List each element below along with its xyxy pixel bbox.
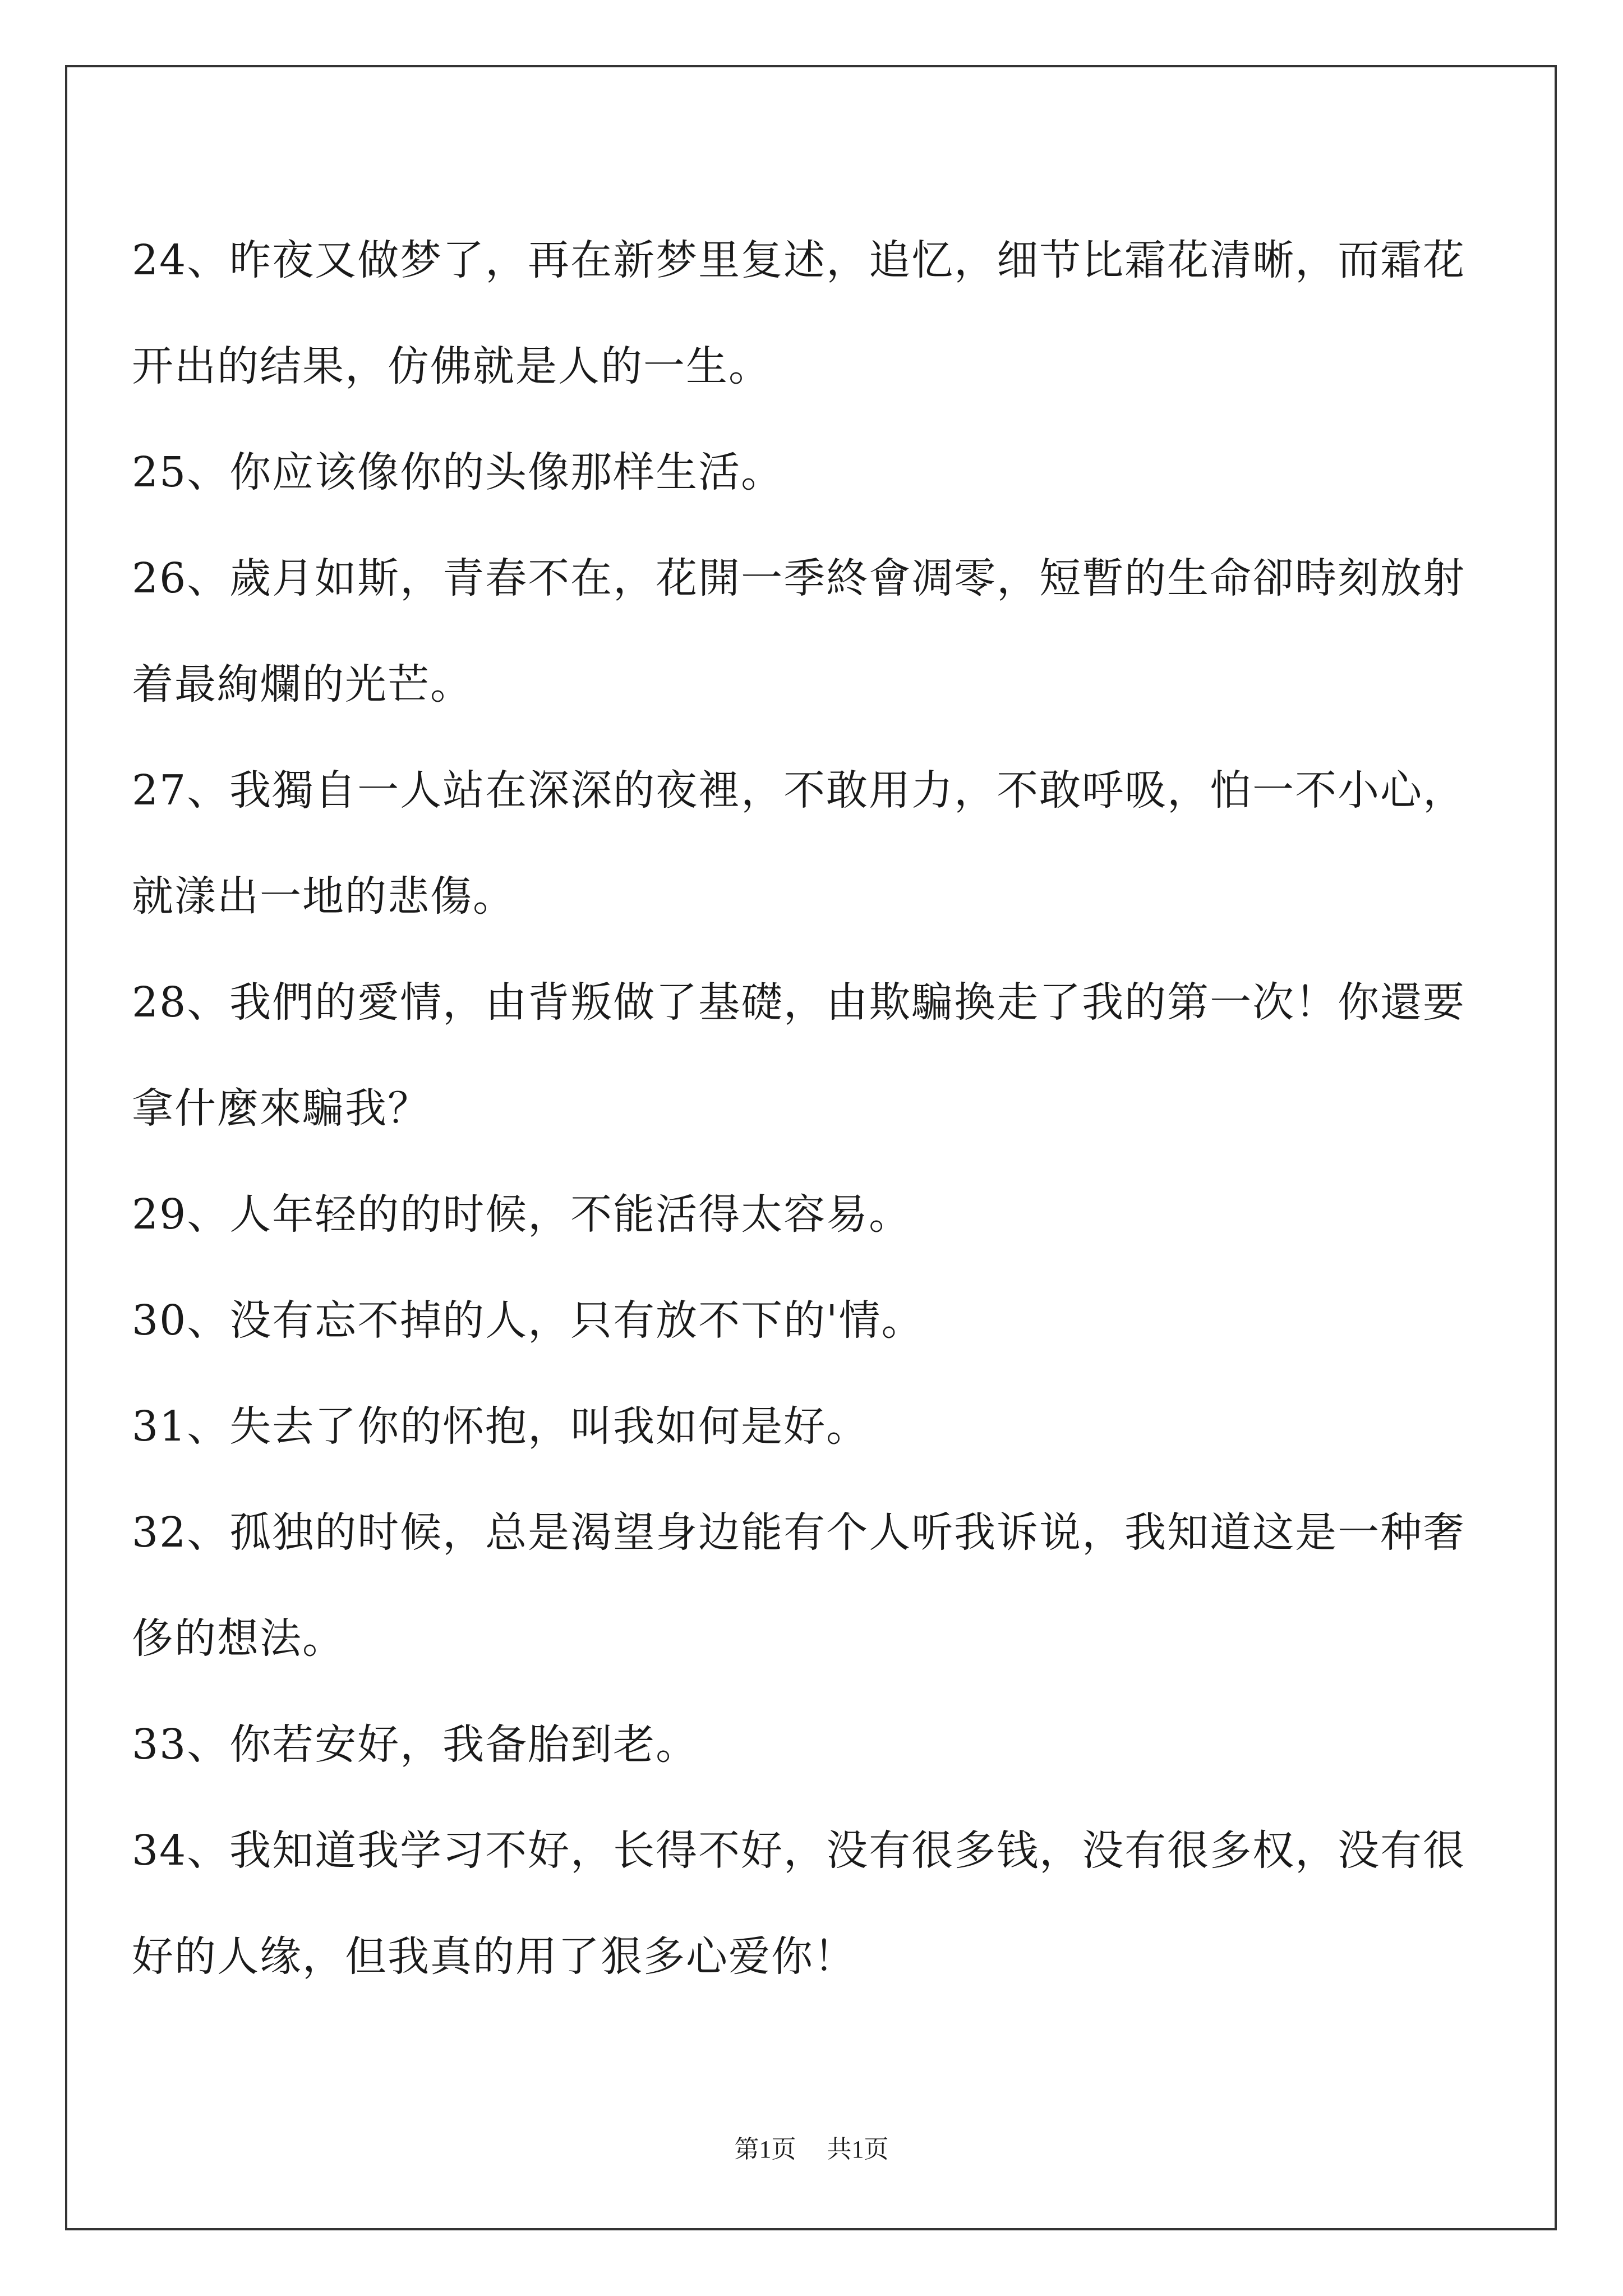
paragraph-33: 33、你若安好，我备胎到老。 [132,1720,699,1769]
paragraph-27: 27、我獨自一人站在深深的夜裡，不敢用力，不敢呼吸，怕一不小心，就漾出一地的悲傷。 [132,766,1466,921]
paragraph-30: 30、没有忘不掉的人，只有放不下的'情。 [132,1296,924,1345]
paragraph-31: 31、失去了你的怀抱，叫我如何是好。 [132,1402,869,1451]
document-body [132,208,1489,2010]
page-number-current: 第1页 [734,2136,796,2163]
page-footer [0,2129,1623,2165]
paragraph-28: 28、我們的愛情，由背叛做了基礎，由欺騙換走了我的第一次！你還要拿什麼來騙我？ [132,978,1466,1133]
paragraph-25: 25、你应该像你的头像那样生活。 [132,448,784,496]
paragraph-32: 32、孤独的时候，总是渴望身边能有个人听我诉说，我知道这是一种奢侈的想法。 [132,1508,1466,1663]
paragraph-29: 29、人年轻的的时候，不能活得太容易。 [132,1190,912,1239]
page-number-total: 共1页 [827,2136,889,2163]
paragraph-34: 34、我知道我学习不好，长得不好，没有很多钱，没有很多权，没有很好的人缘，但我真的用了狠多心爱你！ [132,1826,1466,1981]
paragraph-24: 24、昨夜又做梦了，再在新梦里复述，追忆，细节比霜花清晰，而霜花开出的结果，仿佛就是人的一生。 [132,236,1466,390]
paragraph-26: 26、歲月如斯，青春不在，花開一季終會凋零，短暫的生命卻時刻放射着最絢爛的光芒。 [132,554,1466,708]
